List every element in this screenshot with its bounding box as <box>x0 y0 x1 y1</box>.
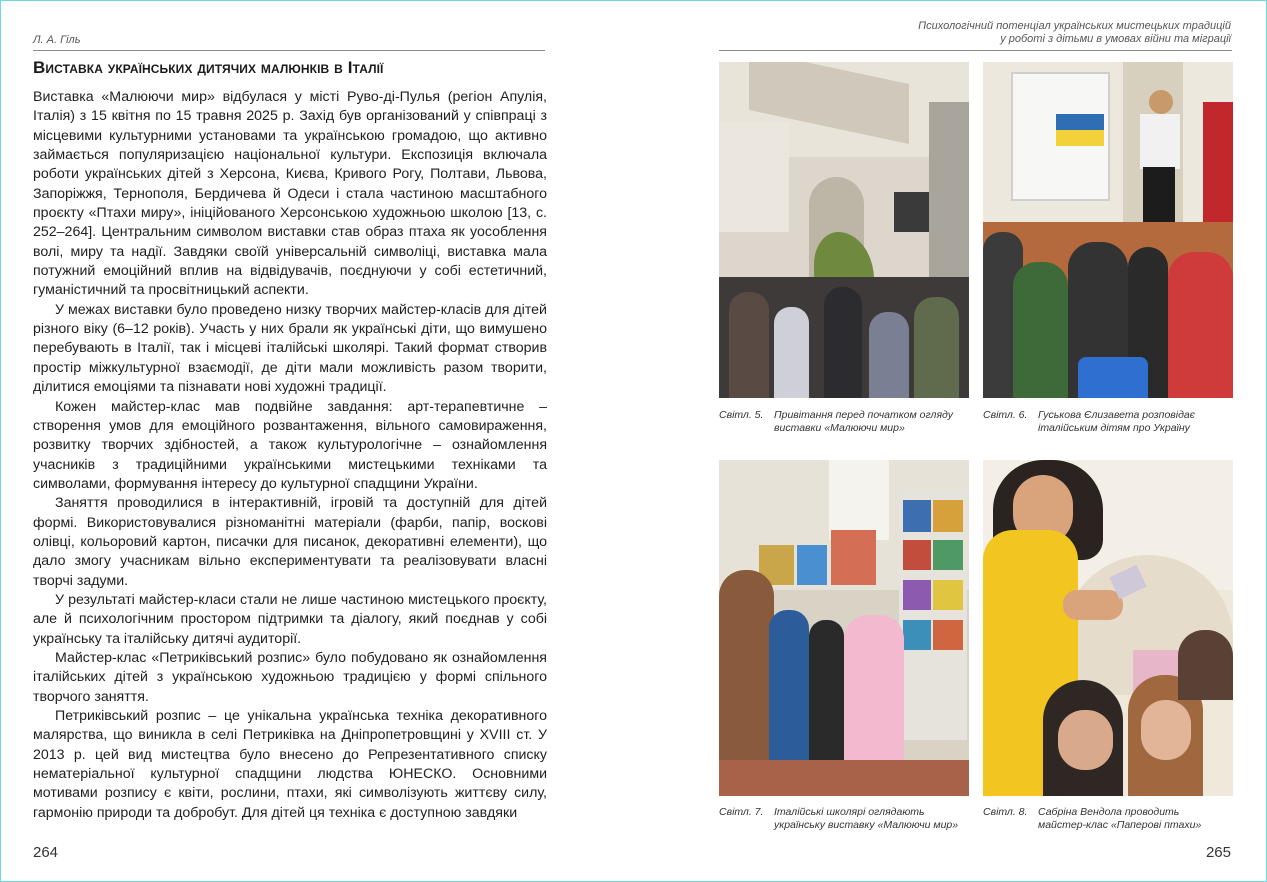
photo-courtyard-welcome <box>719 62 969 398</box>
paragraph: Заняття проводилися в інтерактивній, ігровій та доступній для дітей формі. Використовувалися різноманітні матеріали (фарби, папір, воскові олівці, кольоровий картон, писачки для писанок, декоративні елементи), що дало змогу учасникам вільно експериментувати та реалізовувати власні творчі задуми. <box>33 495 547 589</box>
paragraph: Кожен майстер-клас мав подвійне завдання: арт-терапевтичне – створення умов для емоційного розвантаження, вільного самовираження, розвитку творчих здібностей, а також культурологічне – ознайомлення учасників з традиційними українськими мистецькими техніками та символами, формування інтересу до культурної спадщини України. <box>33 398 547 492</box>
header-rule <box>33 50 545 51</box>
figure-caption <box>719 806 979 836</box>
figure-caption-text: Італійські школярі оглядають українську виставку «Малюючи мир» <box>774 806 959 831</box>
figure-label: Світл. 8. <box>983 806 1028 818</box>
figure-label: Світл. 7. <box>719 806 764 818</box>
right-page <box>634 1 1266 881</box>
running-head-line: Психологічний потенціал українських мистецьких традицій <box>918 20 1231 32</box>
figure-caption-text: Гуськова Єлизавета розповідає італійським дітям про Україну <box>1038 409 1195 434</box>
figure-caption <box>719 409 979 439</box>
running-head-author: Л. А. Гіль <box>33 34 81 46</box>
page-number: 264 <box>33 844 59 861</box>
photo-exhibition-visit <box>719 460 969 796</box>
body-text <box>33 88 547 823</box>
paragraph: Петриківський розпис – це унікальна українська техніка декоративного малярства, що виникла в селі Петриківка на Дніпропетровщині у XVIII ст. У 2013 р. цей вид мистецтва було внесено до Репрезентативного списку нематеріальної культурної спадщини людства ЮНЕСКО. Основними мотивами розпису є квіти, рослини, птахи, які символізують життєву силу, гармонію природи та добробут. Для дітей ця техніка є доступною завдяки <box>33 708 547 821</box>
figure-caption <box>983 409 1243 439</box>
running-head-title <box>918 20 1231 46</box>
paragraph: Виставка «Малюючи мир» відбулася у місті Руво-ді-Пулья (регіон Апулія, Італія) з 15 квітня по 15 травня 2025 р. Захід був організований у співпраці з місцевими культурними установами та українською громадою, що активно займається популяризацією національної культури. Експозиція включала роботи українських дітей з Херсона, Києва, Кривого Рогу, Полтави, Львова, Запоріжжя, Тернополя, Бердичева й Одеси і стала частиною масштабного проєкту «Птахи миру», ініційованого Херсонською художньою школою [13, с. 252–264]. Центральним символом виставки став образ птаха як уособлення волі, миру та надії. Завдяки своїй універсальній символіці, виставка мала потужний емоційний вплив на відвідувачів, поєднуючи у собі естетичний, гуманістичний та просвітницький аспекти. <box>33 89 547 299</box>
running-head-line: у роботі з дітьми в умовах війни та міграції <box>1000 33 1231 45</box>
figure-caption-text: Привітання перед початком огляду виставки «Малюючи мир» <box>774 409 953 434</box>
figure-caption <box>983 806 1243 836</box>
figure-caption-text: Сабріна Вендола проводить майстер-клас «Паперові птахи» <box>1038 806 1202 831</box>
photo-classroom-talk <box>983 62 1233 398</box>
figure-label: Світл. 5. <box>719 409 764 421</box>
paragraph: У результаті майстер-класи стали не лише частиною мистецького проєкту, але й психологічним простором підтримки та діалогу, який поєднав у собі українську та італійську дитячі аудиторії. <box>33 591 547 647</box>
figure-label: Світл. 6. <box>983 409 1028 421</box>
page-number: 265 <box>1205 844 1231 861</box>
paragraph: У межах виставки було проведено низку творчих майстер-класів для дітей різного віку (6–12 років). Участь у них брали як українські діти, що вимушено перебувають в Італії, так і місцеві італійські школярі. Такий формат створив простір міжкультурної взаємодії, де діти мали можливість разом творити, ділитися емоціями та пізнавати нові художні традиції. <box>33 301 547 396</box>
header-rule <box>719 50 1232 51</box>
left-page <box>1 1 634 881</box>
paragraph: Майстер-клас «Петриківський розпис» було побудовано як ознайомлення італійських дітей з українською художньою традицією у формі спільного творчого заняття. <box>33 649 547 705</box>
section-heading: Виставка українських дитячих малюнків в Італії <box>33 58 384 77</box>
photo-master-class <box>983 460 1233 796</box>
